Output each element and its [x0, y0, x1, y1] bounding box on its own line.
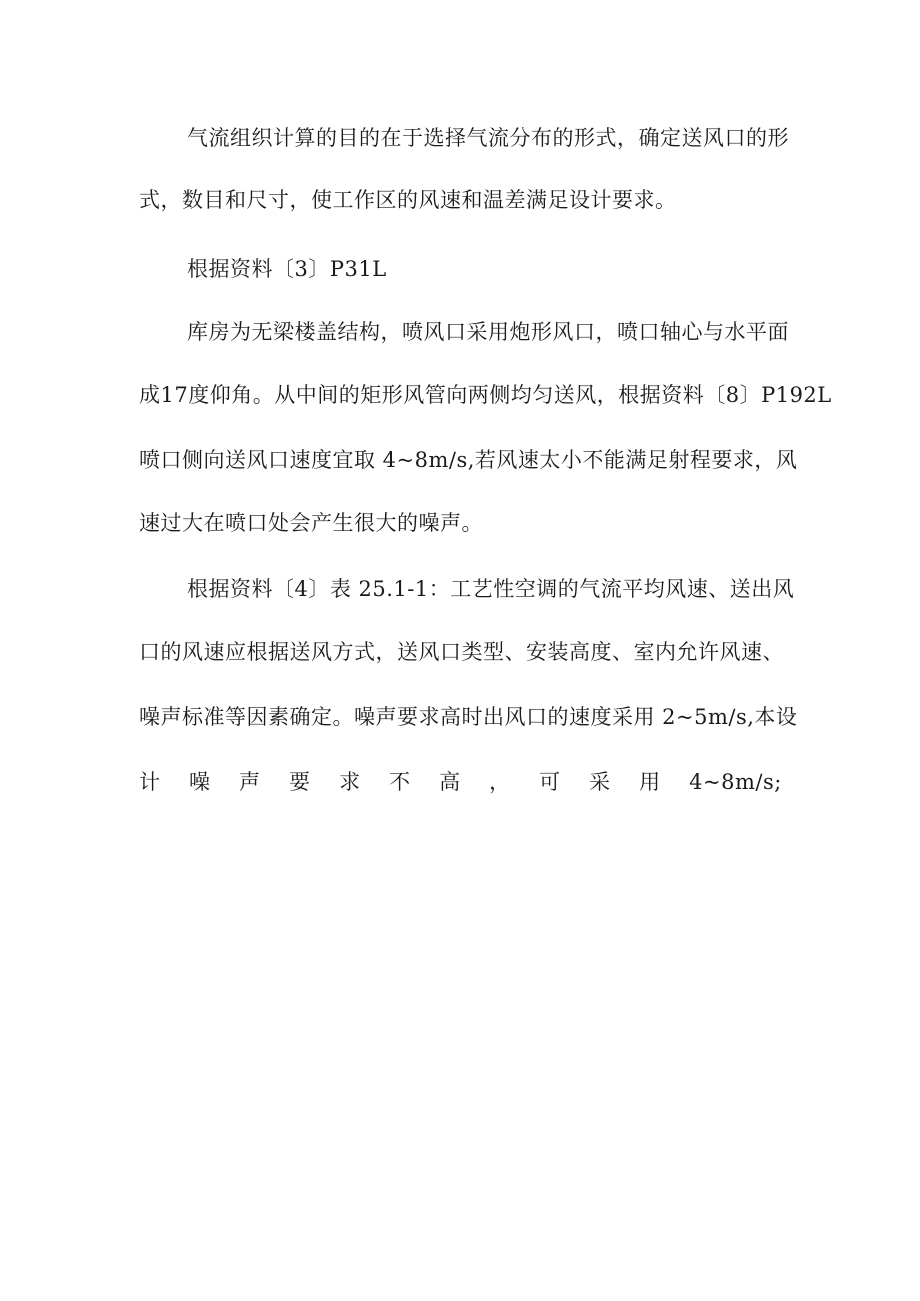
- text-token: 可: [539, 770, 561, 794]
- text-token: ，: [489, 770, 511, 794]
- text-token: 采: [589, 770, 611, 794]
- text-token: 不: [389, 770, 411, 794]
- text-line: 根据资料〔3〕P31L: [187, 257, 387, 281]
- text-token: 噪: [189, 770, 211, 794]
- text-line-justified: [139, 768, 782, 796]
- text-line: 噪声标准等因素确定。噪声要求高时出风口的速度采用 2~5m∕s,本设: [139, 705, 798, 729]
- text-line: 库房为无梁楼盖结构，喷风口采用炮形风口，喷口轴心与水平面: [187, 320, 789, 344]
- text-token: 声: [239, 770, 261, 794]
- text-token: 求: [339, 770, 361, 794]
- text-token: 4~8m∕s;: [689, 770, 782, 794]
- text-line: 速过大在喷口处会产生很大的噪声。: [139, 511, 483, 535]
- text-token: 用: [639, 770, 661, 794]
- text-token: 高: [439, 770, 461, 794]
- text-line: 喷口侧向送风口速度宜取 4~8m∕s,若风速太小不能满足射程要求，风: [139, 448, 798, 472]
- text-token: 计: [139, 770, 161, 794]
- text-line: 根据资料〔4〕表 25.1-1：工艺性空调的气流平均风速、送出风: [187, 577, 795, 601]
- text-line: 式，数目和尺寸，使工作区的风速和温差满足设计要求。: [139, 188, 677, 212]
- text-line: 口的风速应根据送风方式，送风口类型、安装高度、室内允许风速、: [139, 640, 784, 664]
- text-line: 成17度仰角。从中间的矩形风管向两侧均匀送风，根据资料〔8〕P192L: [139, 383, 832, 407]
- text-token: 要: [289, 770, 311, 794]
- text-line: 气流组织计算的目的在于选择气流分布的形式，确定送风口的形: [187, 126, 789, 150]
